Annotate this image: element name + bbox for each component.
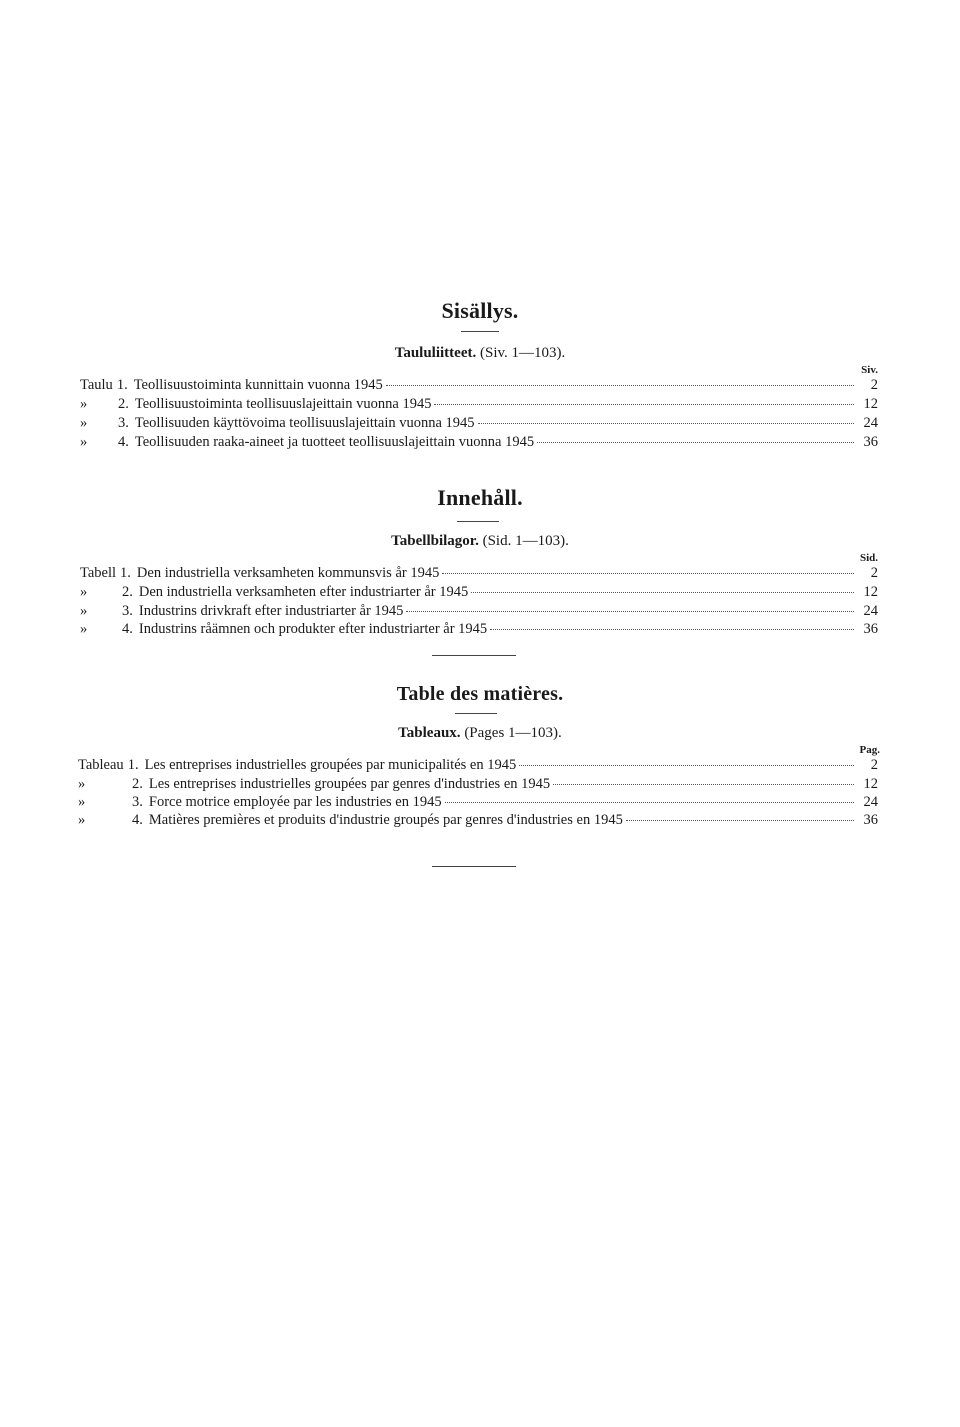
column-label-pag: Pag. — [859, 744, 880, 756]
toc-entry[interactable]: Tableau 1. Les entreprises industrielles groupées par municipalités en 1945 2 — [78, 757, 878, 773]
toc-entry[interactable]: » 2. Den industriella verksamheten efter industriarter år 1945 12 — [80, 584, 878, 600]
leader-dots — [442, 572, 854, 574]
leader-dots — [553, 783, 854, 785]
heading-rule — [457, 521, 499, 522]
subheading-tableaux: Tableaux. (Pages 1—103). — [398, 725, 562, 741]
column-label-siv: Siv. — [861, 364, 878, 376]
toc-entry[interactable]: Tabell 1. Den industriella verksamheten kommunsvis år 1945 2 — [80, 565, 878, 581]
toc-entry[interactable]: » 2. Les entreprises industrielles groupées par genres d'industries en 1945 12 — [78, 776, 878, 792]
leader-dots — [386, 384, 854, 386]
subheading-taululiitteet: Taululiitteet. (Siv. 1—103). — [394, 345, 566, 361]
leader-dots — [406, 610, 854, 612]
toc-entry[interactable]: » 3. Force motrice employée par les industries en 1945 24 — [78, 794, 878, 810]
heading-table-des-matieres: Table des matières. — [396, 683, 564, 705]
heading-rule — [455, 713, 497, 714]
toc-entry[interactable]: » 3. Teollisuuden käyttövoima teollisuuslajeittain vuonna 1945 24 — [80, 415, 878, 431]
toc-entry[interactable]: Taulu 1. Teollisuustoiminta kunnittain vuonna 1945 2 — [80, 377, 878, 393]
leader-dots — [478, 422, 854, 424]
leader-dots — [445, 801, 854, 803]
leader-dots — [471, 591, 854, 593]
toc-entry[interactable]: » 3. Industrins drivkraft efter industriarter år 1945 24 — [80, 603, 878, 619]
leader-dots — [519, 764, 854, 766]
toc-entry[interactable]: » 4. Matières premières et produits d'industrie groupés par genres d'industries en 1945 36 — [78, 812, 878, 828]
toc-entry[interactable]: » 4. Teollisuuden raaka-aineet ja tuotteet teollisuuslajeittain vuonna 1945 36 — [80, 434, 878, 450]
leader-dots — [626, 819, 854, 821]
leader-dots — [434, 403, 854, 405]
section-divider — [432, 655, 516, 656]
heading-innehall: Innehåll. — [437, 485, 523, 510]
section-divider — [432, 866, 516, 867]
toc-entry[interactable]: » 4. Industrins råämnen och produkter efter industriarter år 1945 36 — [80, 621, 878, 637]
subheading-tabellbilagor: Tabellbilagor. (Sid. 1—103). — [391, 533, 569, 549]
leader-dots — [537, 441, 854, 443]
leader-dots — [490, 628, 854, 630]
column-label-sid: Sid. — [859, 552, 878, 564]
heading-sisallys: Sisällys. — [441, 298, 519, 323]
heading-rule — [461, 331, 499, 332]
toc-entry[interactable]: » 2. Teollisuustoiminta teollisuuslajeittain vuonna 1945 12 — [80, 396, 878, 412]
